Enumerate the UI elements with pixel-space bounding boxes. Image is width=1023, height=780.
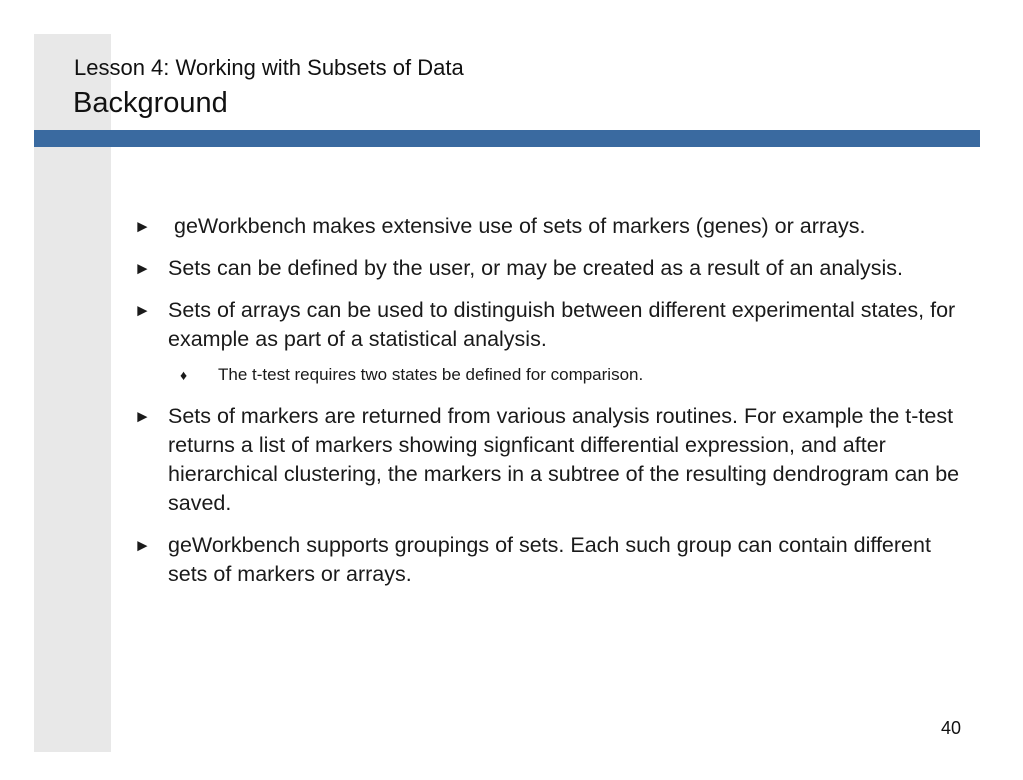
slide-heading: Background: [73, 87, 228, 119]
list-item: [134, 212, 974, 241]
lesson-title: Lesson 4: Working with Subsets of Data: [74, 55, 464, 80]
sub-bullet-text: The t-test requires two states be defined for comparison.: [218, 365, 644, 384]
bullet-arrow-icon: ►: [134, 259, 151, 278]
title-divider-bar: [34, 130, 980, 147]
bullet-arrow-icon: ►: [134, 217, 151, 236]
bullet-arrow-icon: ►: [134, 301, 151, 320]
sub-list-item: [134, 363, 974, 387]
bullet-arrow-icon: ►: [134, 536, 151, 555]
list-item: [134, 531, 974, 589]
bullet-list: [134, 212, 974, 602]
bullet-text: Sets of markers are returned from various analysis routines. For example the t-test returns a list of markers showing signficant differential expression, and after hierarchical clustering, the markers in a subtree of the resulting dendrogram can be saved.: [168, 404, 960, 515]
list-item: [134, 254, 974, 283]
bullet-text: Sets can be defined by the user, or may be created as a result of an analysis.: [168, 256, 904, 280]
page-number: 40: [940, 718, 961, 738]
bullet-text: geWorkbench supports groupings of sets. Each such group can contain different sets of markers or arrays.: [168, 533, 931, 586]
bullet-text: Sets of arrays can be used to distinguish between different experimental states, for example as part of a statistical analysis.: [168, 298, 956, 351]
bullet-arrow-icon: ►: [134, 407, 151, 426]
list-item: [134, 296, 974, 354]
diamond-bullet-icon: ♦: [180, 367, 188, 383]
list-item: [134, 402, 974, 518]
bullet-text: geWorkbench makes extensive use of sets of markers (genes) or arrays.: [174, 214, 866, 238]
